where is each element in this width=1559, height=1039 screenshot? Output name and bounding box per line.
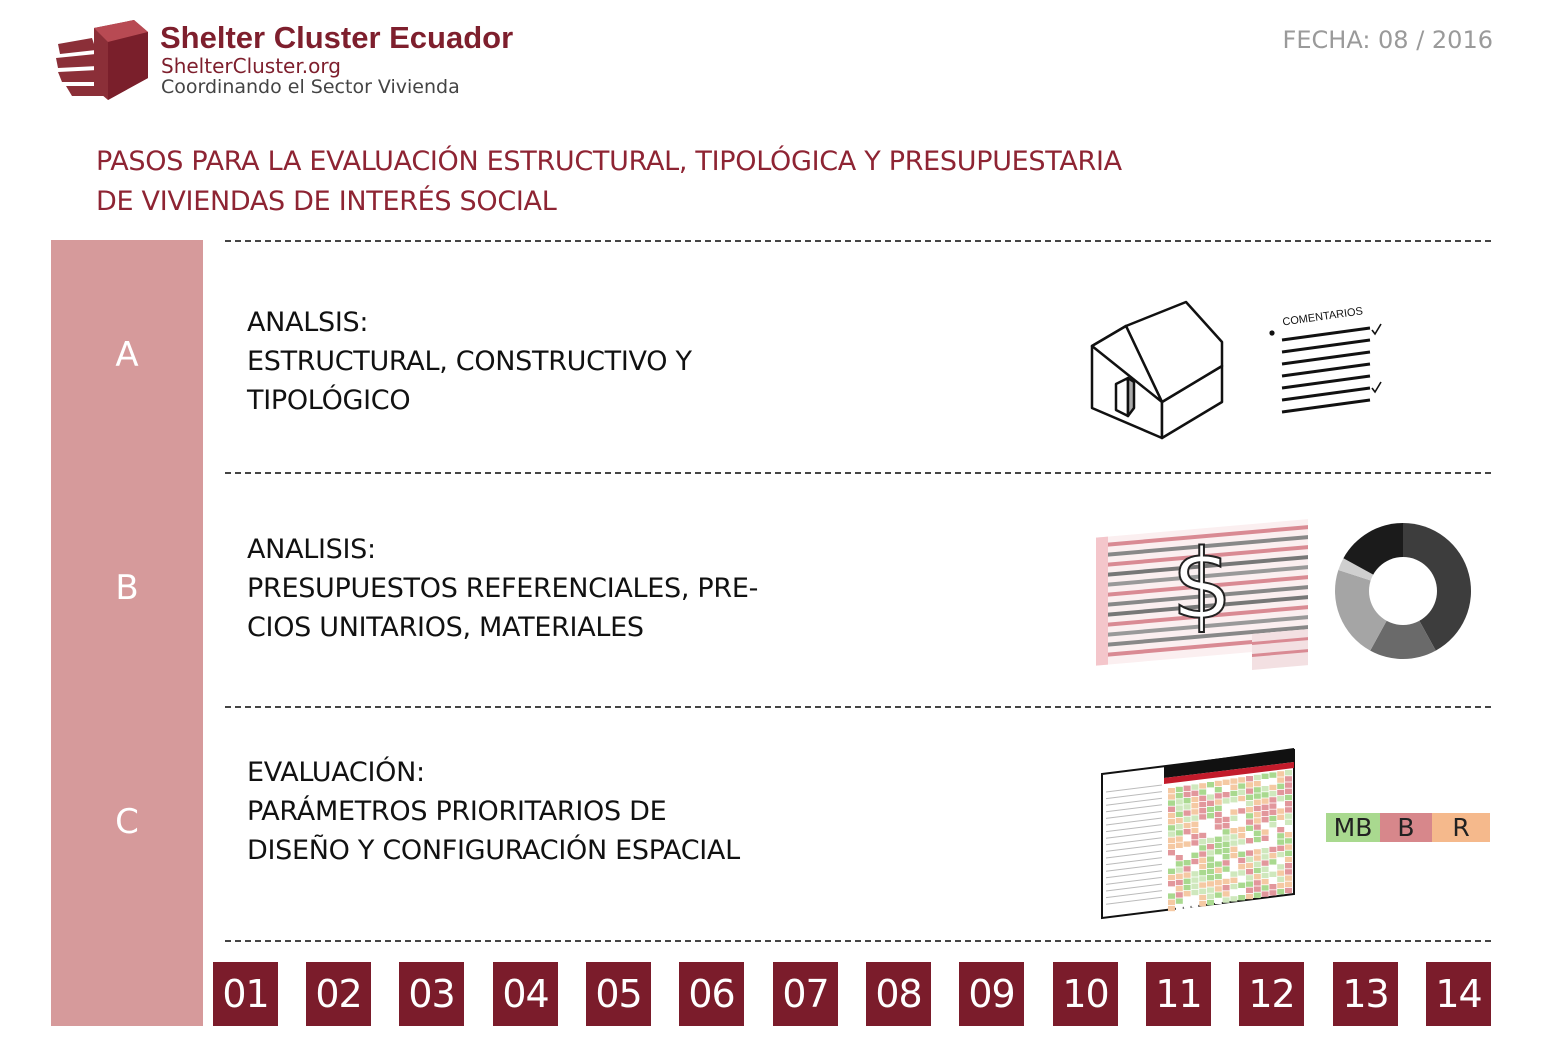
section-b-line: CIOS UNITARIOS, MATERIALES — [247, 612, 644, 643]
section-b-text — [247, 530, 758, 647]
step-number-08[interactable]: 08 — [866, 962, 931, 1026]
step-letter-b: B — [115, 568, 139, 608]
step-number-13[interactable]: 13 — [1333, 962, 1398, 1026]
org-name: Shelter Cluster Ecuador — [160, 20, 514, 55]
step-letter-column — [51, 240, 203, 1026]
evaluation-matrix-icon — [1098, 744, 1298, 920]
budget-table-dollar-icon — [1092, 498, 1310, 678]
section-a-line: ESTRUCTURAL, CONSTRUCTIVO Y — [247, 346, 692, 377]
section-b-line: PRESUPUESTOS REFERENCIALES, PRE- — [247, 573, 759, 604]
section-a-heading: ANALSIS: — [247, 307, 369, 338]
legend-r: R — [1432, 813, 1490, 842]
step-number-12[interactable]: 12 — [1239, 962, 1304, 1026]
comments-label: COMENTARIOS — [1281, 305, 1364, 329]
step-letter-c: C — [115, 802, 139, 842]
step-number-04[interactable]: 04 — [493, 962, 558, 1026]
section-c-line: DISEÑO Y CONFIGURACIÓN ESPACIAL — [247, 835, 740, 866]
section-a-text — [247, 303, 692, 420]
rating-legend — [1326, 813, 1490, 842]
step-number-02[interactable]: 02 — [306, 962, 371, 1026]
page-title — [96, 142, 1122, 222]
section-c-line: PARÁMETROS PRIORITARIOS DE — [247, 796, 667, 827]
step-number-06[interactable]: 06 — [679, 962, 744, 1026]
document-date: FECHA: 08 / 2016 — [1282, 26, 1493, 54]
page-title-line-2: DE VIVIENDAS DE INTERÉS SOCIAL — [96, 186, 557, 217]
step-number-05[interactable]: 05 — [586, 962, 651, 1026]
org-tagline: Coordinando el Sector Vivienda — [161, 76, 460, 98]
page-title-line-1: PASOS PARA LA EVALUACIÓN ESTRUCTURAL, TIPOLÓGICA Y PRESUPUESTARIA — [96, 146, 1122, 177]
house-icon — [1086, 298, 1232, 444]
step-number-14[interactable]: 14 — [1426, 962, 1491, 1026]
section-c-heading: EVALUACIÓN: — [247, 757, 425, 788]
step-number-03[interactable]: 03 — [399, 962, 464, 1026]
step-letter-a: A — [115, 335, 139, 375]
svg-text:$: $ — [1171, 529, 1233, 641]
step-number-09[interactable]: 09 — [959, 962, 1024, 1026]
step-number-07[interactable]: 07 — [773, 962, 838, 1026]
divider — [225, 940, 1491, 942]
section-a-line: TIPOLÓGICO — [247, 385, 411, 416]
section-c-text — [247, 753, 740, 870]
divider — [225, 240, 1491, 242]
legend-mb: MB — [1326, 813, 1380, 842]
donut-chart-icon — [1330, 518, 1476, 664]
section-b-heading: ANALISIS: — [247, 534, 376, 565]
org-url[interactable]: ShelterCluster.org — [161, 54, 341, 78]
comments-checklist-icon — [1262, 298, 1388, 422]
step-number-10[interactable]: 10 — [1053, 962, 1118, 1026]
step-number-01[interactable]: 01 — [213, 962, 278, 1026]
divider — [225, 472, 1491, 474]
divider — [225, 706, 1491, 708]
shelter-cluster-logo — [56, 20, 150, 102]
legend-b: B — [1380, 813, 1432, 842]
step-number-11[interactable]: 11 — [1146, 962, 1211, 1026]
